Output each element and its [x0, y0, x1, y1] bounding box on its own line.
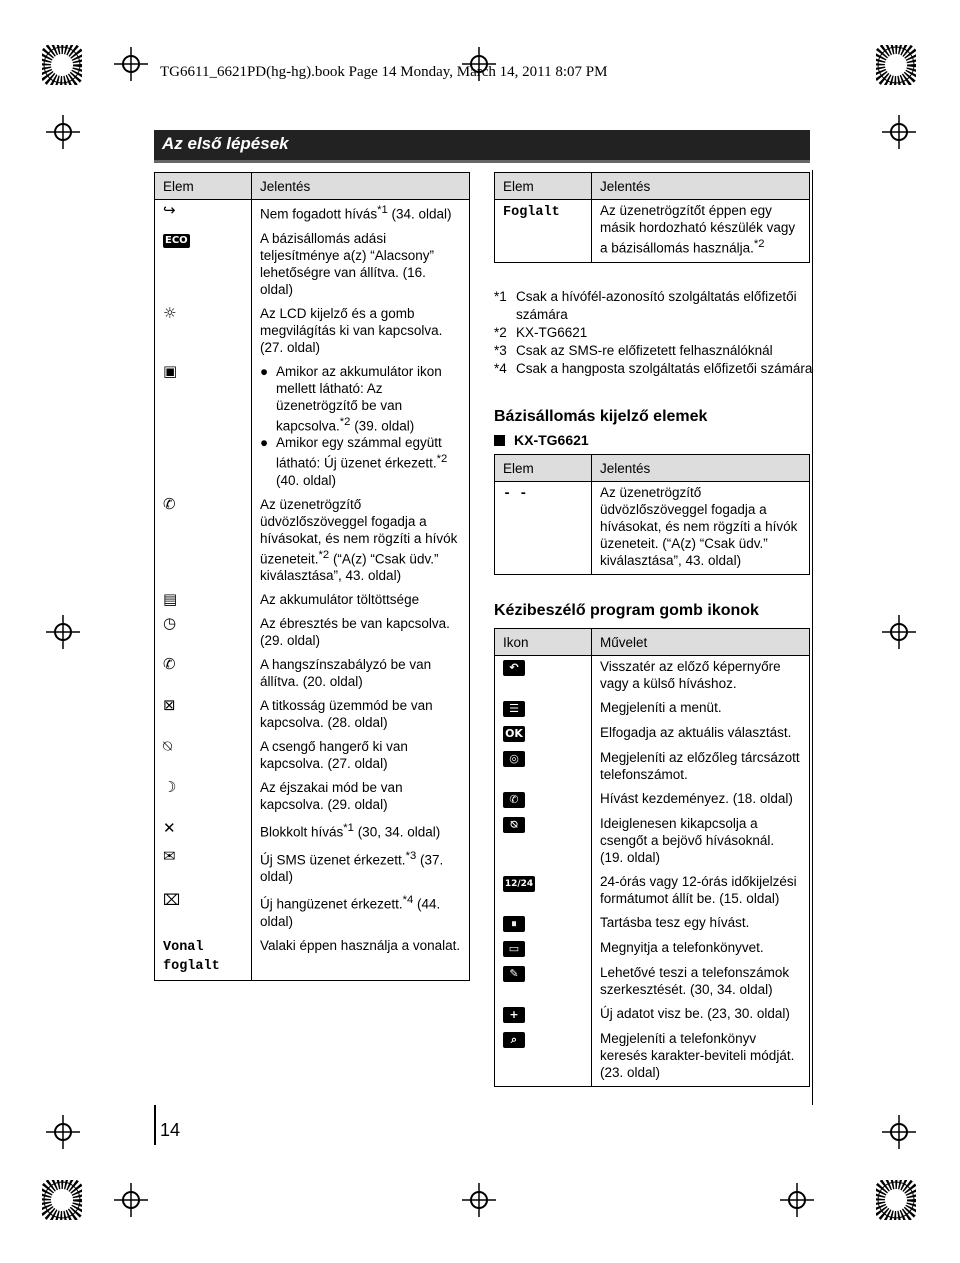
footnote-ref: *2: [339, 415, 351, 428]
table-row: [495, 200, 810, 263]
registration-mark-icon: [882, 615, 916, 649]
book-header-line: TG6611_6621PD(hg-hg).book Page 14 Monday, March 14, 2011 8:07 PM: [160, 64, 608, 80]
row-text: Az üzenetrögzítő üdvözlőszöveggel fogadja a hívásokat, és nem rögzíti a hívók üzeneteit.: [260, 496, 458, 566]
page-number-rule: [154, 1105, 156, 1145]
starburst-target-icon: [876, 1180, 916, 1220]
row-text: Megnyitja a telefonkönyvet.: [600, 940, 764, 955]
column-header-meaning: Jelentés: [592, 173, 810, 200]
footnote-ref: *2: [318, 548, 330, 561]
registration-mark-icon: [462, 47, 496, 81]
row-text: (37. oldal): [260, 852, 444, 884]
registration-mark-icon: [780, 1183, 814, 1217]
list-item: ● Amikor az akkumulátor ikon mellett látható: Az üzenetrögzítő be van kapcsolva.$^{*2}$ (39. oldal): [260, 363, 442, 433]
footnote: *4 Csak a hangposta szolgáltatás előfizetői számára: [494, 361, 813, 376]
table-row: [155, 736, 470, 777]
registration-mark-icon: [46, 615, 80, 649]
row-text: (“A(z) “Csak üdv.” kiválasztása”, 43. oldal): [260, 551, 439, 583]
blocked-call-icon: ✕: [163, 819, 176, 837]
bullet-text: Amikor az akkumulátor ikon mellett látható: Az üzenetrögzítő be van kapcsolva.: [276, 363, 442, 433]
table-row: [155, 228, 470, 303]
row-text: 24-órás vagy 12-órás időkijelzési formátumot állít be. (15. oldal): [600, 874, 797, 906]
footnote: *2 KX-TG6621: [494, 325, 588, 340]
soft-key-heading: Kézibeszélő program gomb ikonok: [494, 602, 759, 619]
menu-key-icon: ☰: [503, 701, 525, 717]
ringer-equalizer-icon: ✆: [163, 655, 176, 673]
table-row: [495, 482, 810, 575]
table-row: [155, 935, 470, 981]
table-row: [155, 777, 470, 818]
alarm-icon: ◷: [163, 614, 177, 632]
section-title-bar: [154, 130, 810, 163]
table-row: [155, 695, 470, 736]
table-row: [155, 589, 470, 613]
footnote-ref: *2: [436, 453, 448, 465]
table-row: [155, 654, 470, 695]
table-row: [495, 788, 810, 813]
table-row: [495, 656, 810, 698]
row-text: Elfogadja az aktuális választást.: [600, 725, 792, 740]
ok-key-icon: OK: [503, 726, 525, 742]
starburst-target-icon: [42, 45, 82, 85]
redial-key-icon: ◎: [503, 751, 525, 767]
section-title: Az első lépések: [162, 134, 289, 153]
bullet-text: Amikor egy számmal együtt látható: Új üzenet érkezett.: [276, 435, 442, 471]
column-header-icon: Ikon: [495, 629, 592, 656]
table-header-row: [495, 455, 810, 482]
row-text: Ideiglenesen kikapcsolja a csengőt a bejövő hívásoknál. (19. oldal): [600, 816, 775, 865]
registration-mark-icon: [114, 1183, 148, 1217]
row-text: Tartásba tesz egy hívást.: [600, 915, 750, 930]
column-header-item: Elem: [495, 455, 592, 482]
battery-icon: ▤: [163, 590, 178, 608]
column-header-meaning: Jelentés: [252, 173, 470, 200]
base-model-subheading: KX-TG6621: [494, 432, 589, 448]
row-text: Lehetővé teszi a telefonszámok szerkesztését. (30, 34. oldal): [600, 965, 790, 997]
page-number: 14: [160, 1120, 181, 1140]
hold-key-icon: ⏸: [503, 916, 525, 932]
eco-icon: ECO: [165, 234, 188, 246]
table-header-row: [495, 629, 810, 656]
row-text: Blokkolt hívás: [260, 824, 344, 840]
row-text: Nem fogadott hívás: [260, 206, 378, 222]
table-row: [155, 200, 470, 228]
table-row: [155, 613, 470, 654]
registration-mark-icon: [114, 47, 148, 81]
add-entry-key-icon: +: [503, 1007, 525, 1023]
table-row: [495, 912, 810, 937]
back-key-icon: ↶: [503, 660, 525, 676]
phonebook-key-icon: ▭: [503, 941, 525, 957]
clock-format-key-icon: 12/24: [503, 876, 535, 892]
bullet-text: (40. oldal): [276, 472, 337, 488]
privacy-mode-icon: ⊠: [163, 696, 176, 714]
row-text: A csengő hangerő ki van kapcsolva. (27. oldal): [260, 739, 408, 771]
table-row: [495, 962, 810, 1003]
base-display-dash-label: - -: [503, 487, 528, 502]
column-header-action: Művelet: [592, 629, 810, 656]
table-row: [495, 1003, 810, 1028]
table-row: [495, 697, 810, 722]
base-display-table: [494, 454, 810, 575]
row-text: Megjeleníti az előzőleg tárcsázott telefonszámot.: [600, 750, 800, 782]
row-text: Új adatot visz be. (23, 30. oldal): [600, 1006, 790, 1021]
footnote: *3 Csak az SMS-re előfizetett felhasználóknál: [494, 343, 773, 358]
row-text: Új SMS üzenet érkezett.: [260, 852, 406, 867]
registration-mark-icon: [462, 1183, 496, 1217]
table-row: [155, 361, 470, 494]
registration-mark-icon: [882, 1115, 916, 1149]
column-header-meaning: Jelentés: [592, 455, 810, 482]
footnote-ref: *1: [377, 204, 388, 216]
footnote-ref: *2: [753, 238, 765, 250]
table-row: [155, 890, 470, 935]
table-row: [495, 1028, 810, 1087]
row-text: Valaki éppen használja a vonalat.: [260, 937, 461, 953]
starburst-target-icon: [42, 1180, 82, 1220]
backlight-icon: ☼: [163, 303, 177, 322]
answering-machine-icon: ▣: [163, 361, 178, 380]
footnote: *1 Csak a hívófél-azonosító szolgáltatás előfizetői számára: [494, 289, 797, 322]
table-row: [155, 818, 470, 846]
table-row: [155, 303, 470, 361]
table-row: [495, 747, 810, 788]
bullet-text: (39. oldal): [350, 418, 415, 433]
voicemail-icon: ⌧: [163, 891, 181, 909]
footnotes: [494, 288, 814, 378]
greeting-only-icon: ✆: [163, 494, 176, 513]
soft-key-table: [494, 628, 810, 1087]
row-text: (44. oldal): [260, 896, 441, 929]
table-header-row: [495, 173, 810, 200]
busy-label: Foglalt: [503, 205, 560, 220]
row-text: Új hangüzenet érkezett.: [260, 896, 403, 912]
talk-key-icon: ✆: [503, 792, 525, 808]
table-row: [155, 494, 470, 590]
footnote-ref: *3: [405, 849, 417, 862]
row-text: Visszatér az előző képernyőre vagy a külső híváshoz.: [600, 659, 781, 691]
table-row: [495, 871, 810, 912]
row-text: Az akkumulátor töltöttsége: [260, 592, 420, 607]
display-icons-table: [154, 172, 470, 981]
right-margin-rule: [812, 170, 813, 1105]
row-text: Az LCD kijelző és a gomb megvilágítás ki van kapcsolva. (27. oldal): [260, 305, 443, 355]
column-header-item: Elem: [495, 173, 592, 200]
row-text: A hangszínszabályzó be van állítva. (20. oldal): [260, 657, 432, 689]
search-key-icon: ⌕: [503, 1032, 525, 1048]
mute-ringer-key-icon: ⍉: [503, 817, 525, 833]
row-text: Az üzenetrögzítőt éppen egy másik hordozható készülék vagy a bázisállomás használja.: [600, 203, 796, 256]
starburst-target-icon: [876, 45, 916, 85]
line-in-use-label: Vonal foglalt: [163, 939, 220, 974]
sms-icon: ✉: [163, 846, 176, 865]
row-text: Hívást kezdeményez. (18. oldal): [600, 791, 793, 806]
row-text: Megjeleníti a telefonkönyv keresés karakter-beviteli módját. (23. oldal): [600, 1031, 795, 1080]
table-row: [495, 722, 810, 747]
base-display-heading: Bázisállomás kijelző elemek: [494, 408, 708, 425]
table-header-row: [155, 173, 470, 200]
table-row: [155, 846, 470, 891]
row-text: Az éjszakai mód be van kapcsolva. (29. oldal): [260, 780, 403, 812]
list-item: ● Amikor egy számmal együtt látható: Új üzenet érkezett.$^{*2}$ (40. oldal): [260, 435, 448, 488]
footnote-ref: *4: [402, 894, 414, 906]
row-text: Az ébresztés be van kapcsolva. (29. oldal): [260, 616, 450, 648]
night-mode-icon: ☽: [163, 778, 177, 796]
row-text: (34. oldal): [387, 206, 452, 222]
missed-call-icon: ↪: [163, 201, 176, 219]
column-header-item: Elem: [155, 173, 252, 200]
row-text: A bázisállomás adási teljesítménye a(z) “Alacsony” lehetőségre van állítva. (16. oldal): [260, 230, 435, 297]
row-text: Az üzenetrögzítő üdvözlőszöveggel fogadja a hívásokat, és nem rögzíti a hívók üzeneteit. (“A(z) “Csak üdv.” kiválasztása”, 43. oldal): [600, 485, 798, 568]
registration-mark-icon: [46, 115, 80, 149]
row-text: A titkosság üzemmód be van kapcsolva. (28. oldal): [260, 698, 433, 730]
ringer-off-icon: ⍉: [163, 737, 173, 755]
row-text: (30, 34. oldal): [353, 824, 441, 840]
edit-phonebook-key-icon: ✎: [503, 966, 525, 982]
busy-status-table: [494, 172, 810, 263]
registration-mark-icon: [882, 115, 916, 149]
table-row: [495, 937, 810, 962]
table-row: [495, 813, 810, 871]
footnote-ref: *1: [343, 822, 354, 834]
registration-mark-icon: [46, 1115, 80, 1149]
row-text: Megjeleníti a menüt.: [600, 700, 722, 715]
